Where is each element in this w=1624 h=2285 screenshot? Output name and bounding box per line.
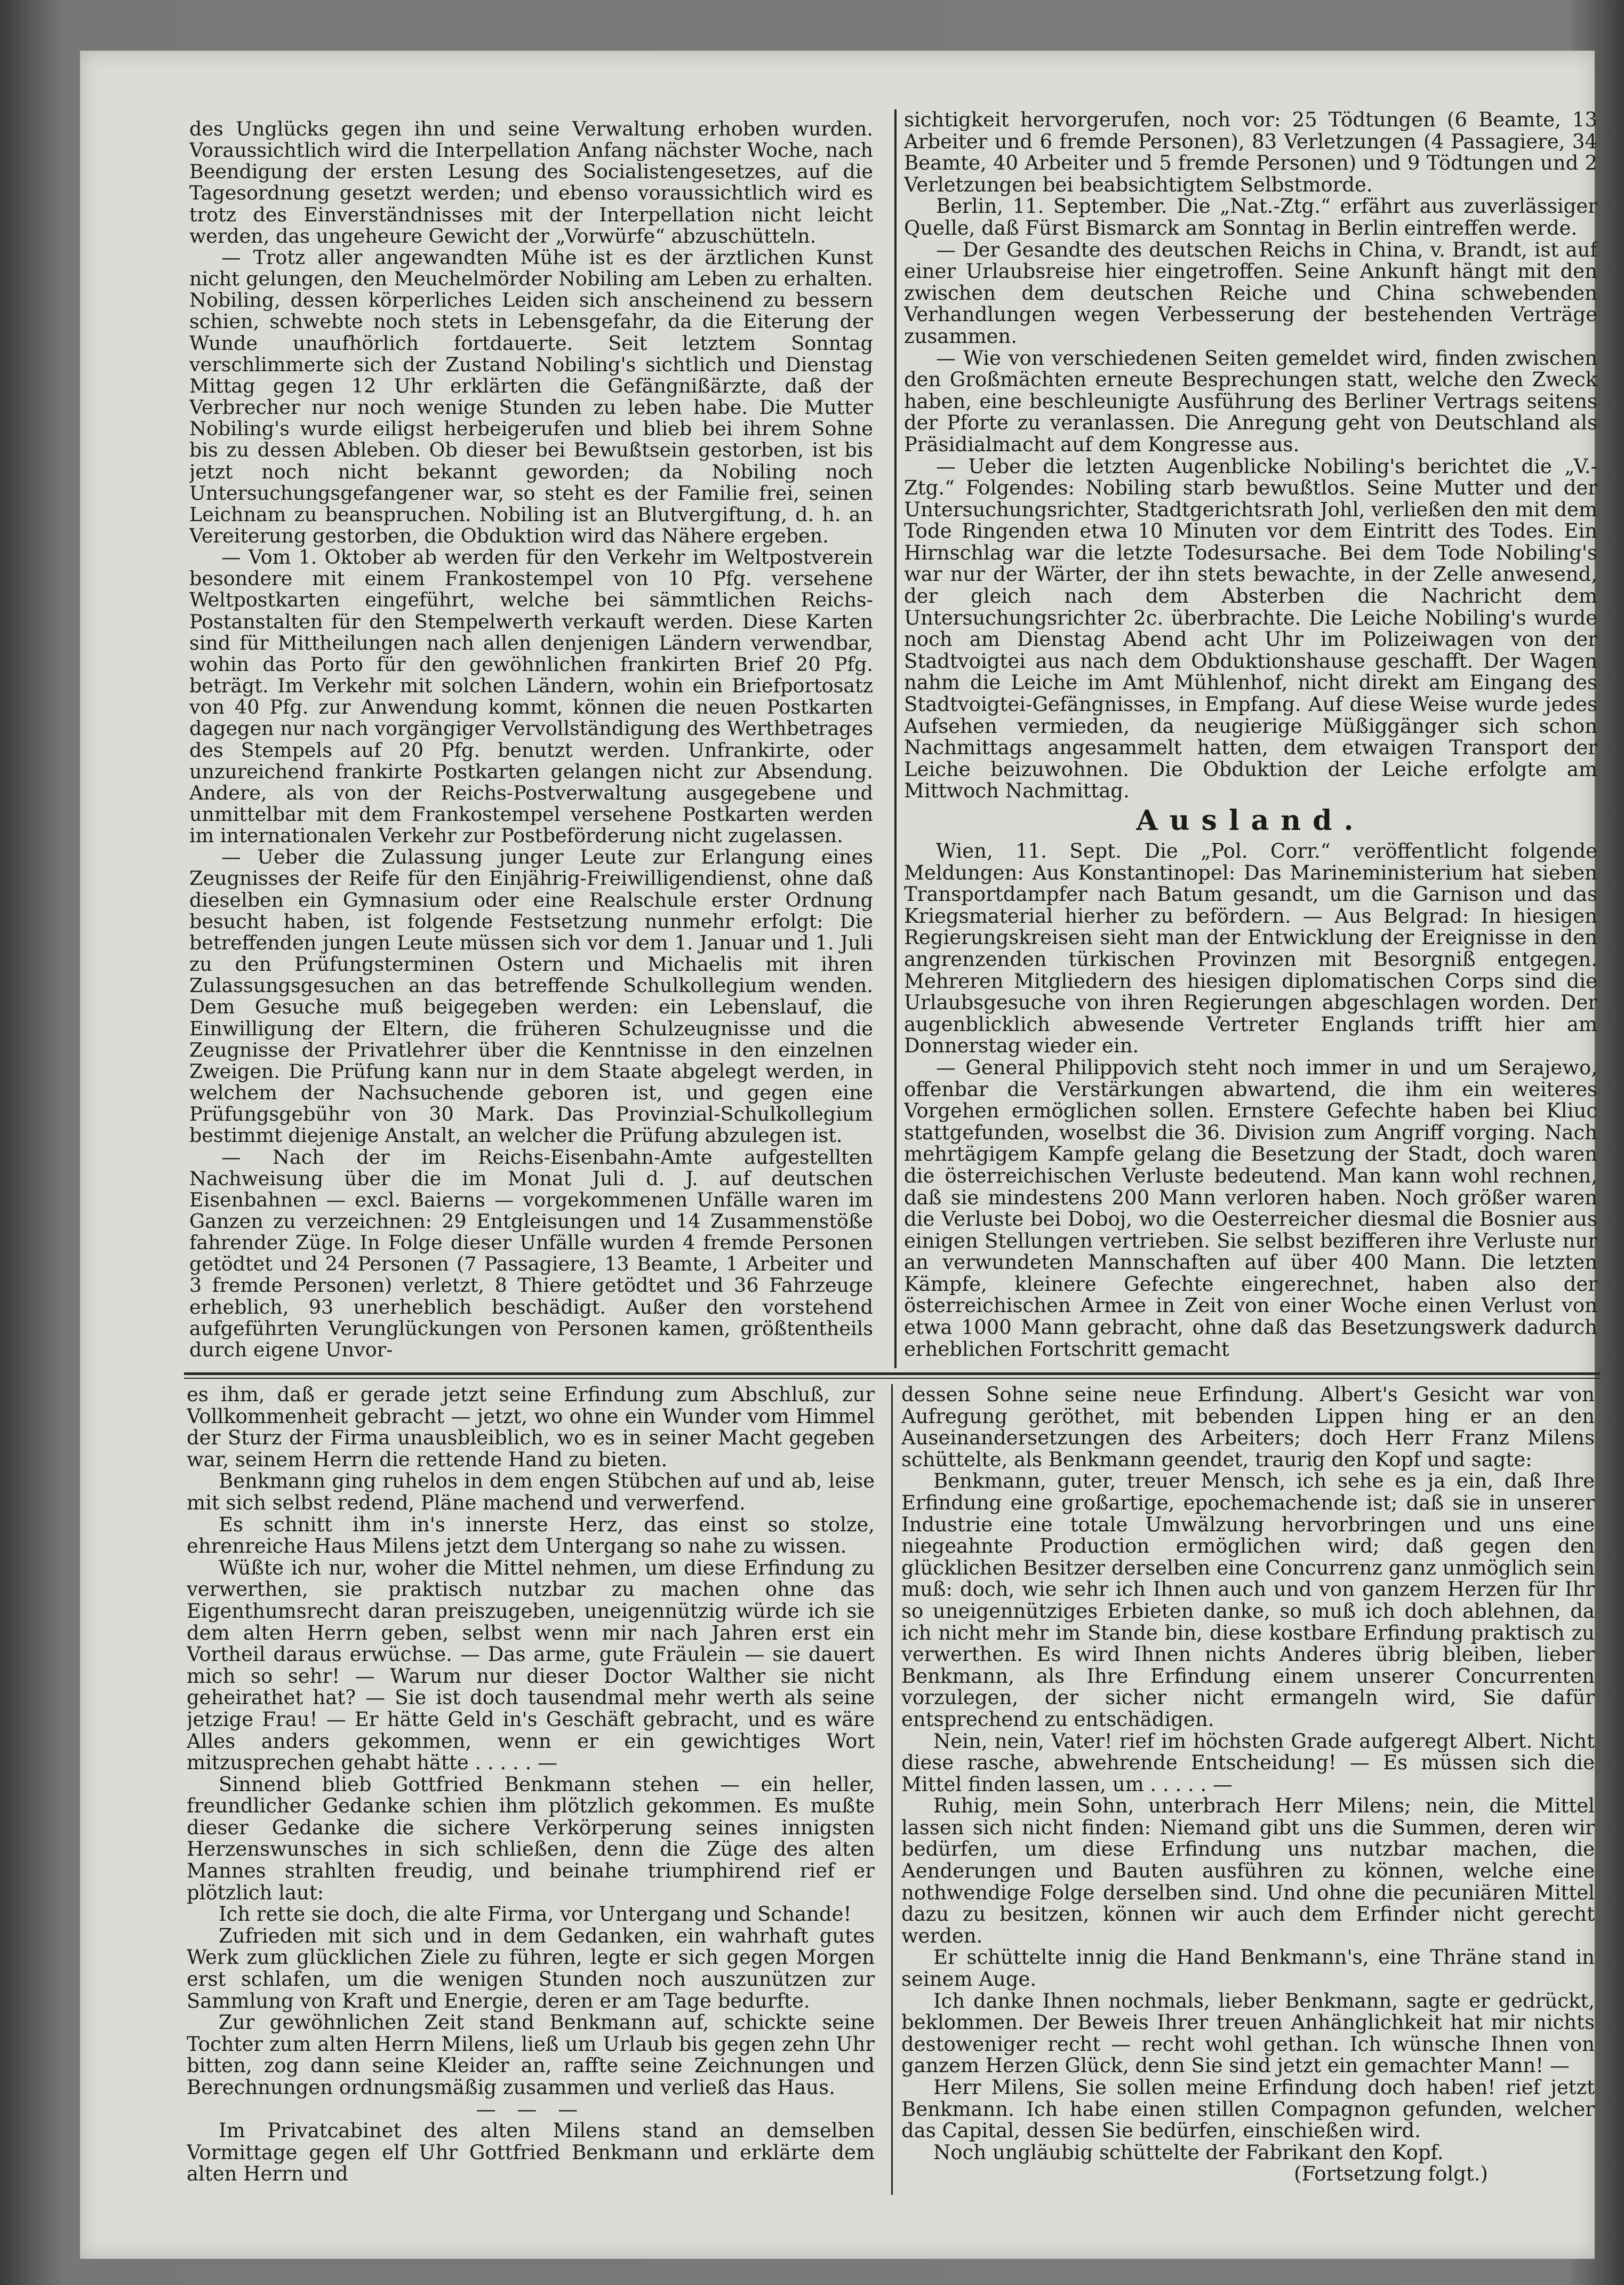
story-paragraph: Benkmann, guter, treuer Mensch, ich sehe es ja ein, daß Ihre Erfindung eine großartige, epochemachende ist; daß sie in unserer Industrie eine totale Umwälzung hervorbringen und uns eine niegeahnte Production ermöglichen wird; daß gegen den glücklichen Besitzer derselben eine Concurrenz ganz unmöglich sein muß: doch, wie sehr ich Ihnen auch und von ganzem Herzen für Ihr so uneigennütziges Erbieten danke, so muß ich doch ablehnen, da ich nicht mehr im Stande bin, diese kostbare Erfindung praktisch zu verwerthen. Es wird Ihnen nichts Anderes übrig bleiben, lieber Benkmann, als Ihre Erfindung einem unserer Concurrenten vorzulegen, der sicher nicht ermangeln wird, Sie dafür entsprechend zu entschädigen. xyxy=(901,1469,1595,1731)
section-separator: — — — xyxy=(476,2097,586,2121)
story-paragraph: Ich danke Ihnen nochmals, lieber Benkmann, sagte er gedrückt, beklommen. Der Beweis Ihrer treuen Anhänglichkeit hat mir nichts destoweniger recht — recht wohl gethan. Ich wünsche Ihnen von ganzem Herzen Glück, denn Sie sind jetzt ein gemachter Mann! — xyxy=(901,1989,1595,2078)
story-paragraph: es ihm, daß er gerade jetzt seine Erfindung zum Abschluß, zur Vollkommenheit gebracht — jetzt, wo ohne ein Wunder vom Himmel der Sturz der Firma unausbleiblich, wo es in seiner Macht gegeben war, seinem Herrn die rettende Hand zu bieten. xyxy=(187,1384,875,1471)
article-paragraph: — Der Gesandte des deutschen Reichs in China, v. Brandt, ist auf einer Urlaubsreise hier eingetroffen. Seine Ankunft hängt mit den zwischen dem deutschen Reiche und China schwebenden Verhandlungen wegen Verbesserung der bestehenden Verträge zusammen. xyxy=(904,238,1597,348)
article-paragraph: — Wie von verschiedenen Seiten gemeldet wird, finden zwischen den Großmächten erneute Besprechungen statt, welche den Zweck haben, eine beschleunigte Ausführung des Berliner Vertrags seitens der Pforte zu veranlassen. Die Anregung geht von Deutschland als Präsidialmacht auf dem Kongresse aus. xyxy=(904,346,1597,456)
story-paragraph: Ich rette sie doch, die alte Firma, vor Untergang und Schande! xyxy=(219,1903,852,1926)
story-paragraph: Zufrieden mit sich und in dem Gedanken, ein wahrhaft gutes Werk zum glücklichen Ziele zu führen, legte er sich gegen Morgen erst schlafen, um die wenigen Stunden noch auszunützen zur Sammlung von Kraft und Energie, deren er am Tage bedurfte. xyxy=(187,1924,875,2012)
section-heading: Ausland. xyxy=(1136,804,1365,837)
article-paragraph: des Unglücks gegen ihn und seine Verwaltung erhoben wurden. Voraussichtlich wird die Interpellation Anfang nächster Woche, nach Beendigung der ersten Lesung des Socialistengesetzes, auf die Tagesordnung gesetzt werden; und ebenso voraussichtlich wird es trotz des Einverständnisses mit der Interpellation nicht leicht werden, das ungeheure Gewicht der „Vorwürfe“ abzuschütteln. xyxy=(189,118,873,247)
story-paragraph: Sinnend blieb Gottfried Benkmann stehen — ein heller, freundlicher Gedanke schien ihm plötzlich gekommen. Es mußte dieser Gedanke die sichere Verkörperung seines innigsten Herzenswunsches in sich schließen, denn die Züge des alten Mannes strahlten freudig, und beinahe triumphirend rief er plötzlich laut: xyxy=(187,1772,875,1904)
story-paragraph: Im Privatcabinet des alten Milens stand an demselben Vormittage gegen elf Uhr Gottfried Benkmann und erklärte dem alten Herrn und xyxy=(187,2119,875,2186)
story-paragraph: Herr Milens, Sie sollen meine Erfindung doch haben! rief jetzt Benkmann. Ich habe einen stillen Compagnon gefunden, welcher das Capital, dessen Sie bedürfen, einschießen wird. xyxy=(901,2076,1595,2143)
story-paragraph: Wüßte ich nur, woher die Mittel nehmen, um diese Erfindung zu verwerthen, sie praktisch nutzbar zu machen ohne das Eigenthumsrecht daran preiszugeben, uneigennützig würde ich sie dem alten Herrn geben, selbst wenn mir nach Jahren erst ein Vortheil daraus erwüchse. — Das arme, gute Fräulein — sie dauert mich so sehr! — Warum nur dieser Doctor Walther sie nicht geheirathet hat? — Sie ist doch tausendmal mehr werth als seine jetzige Frau! — Er hätte Geld in's Geschäft gebracht, und es wäre Alles anders gekommen, wenn er ein gewichtiges Wort mitzusprechen gehabt hätte . . . . . — xyxy=(187,1556,875,1775)
column-divider xyxy=(891,1384,893,2195)
story-paragraph: Benkmann ging ruhelos in dem engen Stübchen auf und ab, leise mit sich selbst redend, Pläne machend und verwerfend. xyxy=(187,1469,875,1514)
article-paragraph: — Vom 1. Oktober ab werden für den Verkehr im Weltpostverein besondere mit einem Frankostempel von 10 Pfg. versehene Weltpostkarten eingeführt, welche bei sämmtlichen Reichs-Postanstalten für den Stempelwerth verkauft werden. Diese Karten sind für Mittheilungen nach allen denjenigen Ländern verwendbar, wohin das Porto für den gewöhnlichen frankirten Brief 20 Pfg. beträgt. Im Verkehr mit solchen Ländern, wohin ein Briefportosatz von 40 Pfg. zur Anwendung kommt, können die neuen Postkarten dagegen nur nach vorgängiger Vervollständigung des Werthbetrages des Stempels auf 20 Pfg. benutzt werden. Unfrankirte, oder unzureichend frankirte Postkarten gelangen nicht zur Absendung. Andere, als von der Reichs-Postverwaltung ausgegebene und unmittelbar mit dem Frankostempel versehene Postkarten werden im internationalen Verkehr zur Postbeförderung nicht zugelassen. xyxy=(189,546,873,848)
article-paragraph: sichtigkeit hervorgerufen, noch vor: 25 Tödtungen (6 Beamte, 13 Arbeiter und 6 fremde Personen), 83 Verletzungen (4 Passagiere, 34 Beamte, 40 Arbeiter und 5 fremde Personen) und 9 Tödtungen und 2 Verletzungen bei beabsichtigtem Selbstmorde. xyxy=(904,109,1597,196)
newspaper-page xyxy=(80,51,1595,2259)
column-divider xyxy=(894,109,897,1368)
upper-right-column xyxy=(904,109,1597,1368)
continuation-note: (Fortsetzung folgt.) xyxy=(1294,2162,1488,2186)
story-paragraph: Nein, nein, Vater! rief im höchsten Grade aufgeregt Albert. Nicht diese rasche, abwehrende Entscheidung! — Es müssen sich die Mittel finden lassen, um . . . . . — xyxy=(901,1729,1595,1796)
article-paragraph: — Nach der im Reichs-Eisenbahn-Amte aufgestellten Nachweisung über die im Monat Juli d. J. auf deutschen Eisenbahnen — excl. Baierns — vorgekommenen Unfälle waren im Ganzen zu verzeichnen: 29 Entgleisungen und 14 Zusammenstöße fahrender Züge. In Folge dieser Unfälle wurden 4 fremde Personen getödtet und 24 Personen (7 Passagiere, 13 Beamte, 1 Arbeiter und 3 fremde Personen) verletzt, 8 Thiere getödtet und 36 Fahrzeuge erheblich, 93 unerheblich beschädigt. Außer den vorstehend aufgeführten Verunglückungen von Personen kamen, größtentheils durch eigene Unvor- xyxy=(189,1145,873,1361)
story-paragraph: Er schüttelte innig die Hand Benkmann's, eine Thräne stand in seinem Auge. xyxy=(901,1946,1595,1991)
story-paragraph: Zur gewöhnlichen Zeit stand Benkmann auf, schickte seine Tochter zum alten Herrn Milens, ließ um Urlaub bis gegen zehn Uhr bitten, zog dann seine Kleider an, raffte seine Zeichnungen und Berechnungen ordnungsmäßig zusammen und verließ das Haus. xyxy=(187,2011,875,2099)
article-paragraph: — General Philippovich steht noch immer in und um Serajewo, offenbar die Verstärkungen abwartend, die ihm ein weiteres Vorgehen ermöglichen sollen. Ernstere Gefechte haben bei Kliuc stattgefunden, woselbst die 36. Division zum Angriff vorging. Nach mehrtägigem Kampfe gelang die Besetzung der Stadt, doch waren die österreichischen Verluste bedeutend. Man kann wohl rechnen, daß sie mindestens 200 Mann verloren haben. Noch größer waren die Verluste bei Doboj, wo die Oesterreicher diesmal die Bosnier aus einigen Stellungen vertrieben. Sie selbst bezifferen ihre Verluste nur an verwundeten Mannschaften auf über 400 Mann. Die letzten Kämpfe, kleinere Gefechte eingerechnet, haben also der österreichischen Armee in Zeit von einer Woche einen Verlust von etwa 1000 Mann gebracht, ohne daß das Besetzungswerk dadurch erheblichen Fortschritt gemacht xyxy=(904,1056,1597,1361)
article-paragraph: — Ueber die letzten Augenblicke Nobiling's berichtet die „V.-Ztg.“ Folgendes: Nobiling starb bewußtlos. Seine Mutter und der Untersuchungsrichter, Stadtgerichtsrath Johl, verließen den mit dem Tode Ringenden etwa 10 Minuten vor dem Eintritt des Todes. Ein Hirnschlag war die letzte Todesursache. Bei dem Tode Nobiling's war nur der Wärter, der ihn stets bewachte, in der Zelle anwesend, der gleich nach dem Absterben die Nachricht dem Untersuchungsrichter 2c. überbrachte. Die Leiche Nobiling's wurde noch am Dienstag Abend acht Uhr im Polizeiwagen von der Stadtvoigtei aus nach dem Obduktionshause geschafft. Der Wagen nahm die Leiche im Amt Mühlenhof, nicht direkt am Eingang des Stadtvoigtei-Gefängnisses, in Empfang. Auf diese Weise wurde jedes Aufsehen vermieden, da neugierige Müßiggänger sich schon Nachmittags angesammelt hatten, dem etwaigen Transport der Leiche beizuwohnen. Die Obduktion der Leiche erfolgte am Mittwoch Nachmittag. xyxy=(904,454,1597,803)
feuilleton-divider xyxy=(184,1372,1600,1375)
lower-left-column xyxy=(187,1384,875,2216)
article-paragraph: — Ueber die Zulassung junger Leute zur Erlangung eines Zeugnisses der Reife für den Einjährig-Freiwilligendienst, ohne daß dieselben ein Gymnasium oder eine Realschule erster Ordnung besucht haben, ist folgende Festsetzung nunmehr erfolgt: Die betreffenden jungen Leute müssen sich vor dem 1. Januar und 1. Juli zu den Prüfungsterminen Ostern und Michaelis mit ihren Zulassungsgesuchen an das betreffende Schulkollegium wenden. Dem Gesuche muß beigegeben werden: ein Lebenslauf, die Einwilligung der Eltern, die früheren Schulzeugnisse und die Zeugnisse der Privatlehrer über die Kenntnisse in den einzelnen Zweigen. Die Prüfung kann nur in dem Staate abgelegt werden, in welchem der Nachsuchende geboren ist, und gegen eine Prüfungsgebühr von 30 Mark. Das Provinzial-Schulkollegium bestimmt diejenige Anstalt, an welcher die Prüfung abzulegen ist. xyxy=(189,845,873,1147)
feuilleton-divider-thin xyxy=(184,1378,1600,1379)
story-paragraph: dessen Sohne seine neue Erfindung. Albert's Gesicht war von Aufregung geröthet, mit bebenden Lippen hing er an den Auseinandersetzungen des Arbeiters; doch Herr Franz Milens schüttelte, als Benkmann geendet, traurig den Kopf und sagte: xyxy=(901,1384,1595,1471)
article-paragraph: Wien, 11. Sept. Die „Pol. Corr.“ veröffentlicht folgende Meldungen: Aus Konstantinopel: Das Marineministerium hat sieben Transportdampfer nach Batum gesandt, um die Garnison und das Kriegsmaterial hierher zu befördern. — Aus Belgrad: In hiesigen Regierungskreisen sieht man der Entwicklung der Ereignisse in den angrenzenden türkischen Provinzen mit Besorgniß entgegen. Mehreren Mitgliedern des hiesigen diplomatischen Corps sind die Urlaubsgesuche von ihren Regierungen abgeschlagen worden. Der augenblicklich abwesende Vertreter Englands trifft hier am Donnerstag wieder ein. xyxy=(904,840,1597,1058)
article-paragraph: Berlin, 11. September. Die „Nat.-Ztg.“ erfährt aus zuverlässiger Quelle, daß Fürst Bismarck am Sonntag in Berlin eintreffen werde. xyxy=(904,195,1597,239)
article-paragraph: — Trotz aller angewandten Mühe ist es der ärztlichen Kunst nicht gelungen, den Meuchelmörder Nobiling am Leben zu erhalten. Nobiling, dessen körperliches Leiden sich anscheinend zu bessern schien, schwebte noch stets in Lebensgefahr, da die Eiterung der Wunde unaufhörlich fortdauerte. Seit letztem Sonntag verschlimmerte sich der Zustand Nobiling's sichtlich und Dienstag Mittag gegen 12 Uhr erklärten die Gefängnißärzte, daß der Verbrecher nur noch wenige Stunden zu leben habe. Die Mutter Nobiling's wurde eiligst herbeigerufen und blieb bei ihrem Sohne bis zu dessen Ableben. Ob dieser bei Bewußtsein gestorben, ist bis jetzt noch nicht bekannt geworden; da Nobiling noch Untersuchungsgefangener war, so steht es der Familie frei, seinen Leichnam zu beanspruchen. Nobiling ist an Blutvergiftung, d. h. an Vereiterung gestorben, die Obduktion wird das Nähere ergeben. xyxy=(189,245,873,547)
story-paragraph: Ruhig, mein Sohn, unterbrach Herr Milens; nein, die Mittel lassen sich nicht finden: Niemand gibt uns die Summen, deren wir bedürfen, um diese Erfindung uns nutzbar machen, die Aenderungen und Bauten ausführen zu können, welche eine nothwendige Folge derselben sind. Und ohne die pecuniären Mittel dazu zu besitzen, können wir auch dem Erfinder nicht gerecht werden. xyxy=(901,1794,1595,1947)
story-paragraph: Noch ungläubig schüttelte der Fabrikant den Kopf. xyxy=(933,2140,1444,2164)
lower-right-column xyxy=(901,1384,1595,2216)
story-paragraph: Es schnitt ihm in's innerste Herz, das einst so stolze, ehrenreiche Haus Milens jetzt dem Untergang so nahe zu wissen. xyxy=(187,1513,875,1558)
upper-left-column xyxy=(189,118,873,1367)
